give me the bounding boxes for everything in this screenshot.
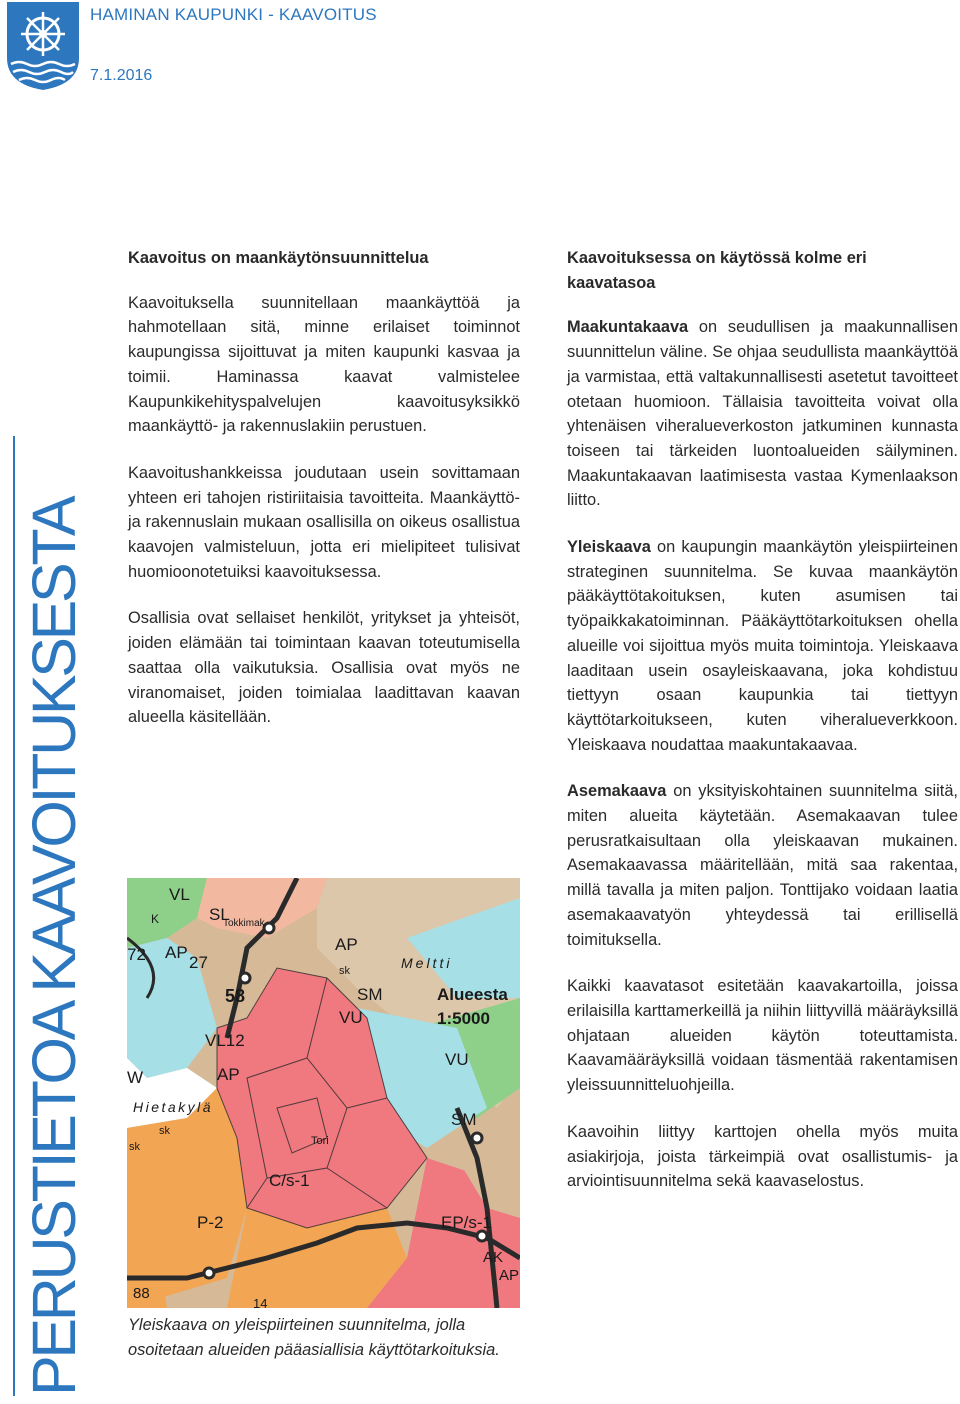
map-label-ap-2: AP bbox=[335, 935, 358, 954]
map-label-sk-2: sk bbox=[159, 1125, 170, 1137]
maakuntakaava-text: on seudullisen ja maakunnallisen suunnittelun väline. Se ohjaa seudullista maankäyttöä ja varmistaa, että valtakunnallisesti asetetut tavoitteet otetaan huomioon. Tällaisia tavoitteita voivat olla yhtenäisen viheralueverkoston jatkuminen kunnasta toiseen tai tärkeiden luontoalueiden säilyminen. Maakuntakaavan laatimisesta vastaa Kymenlaakson liitto. bbox=[567, 318, 958, 510]
map-label-14: 14 bbox=[253, 1296, 268, 1308]
left-heading: Kaavoitus on maankäytönsuunnittelua bbox=[128, 249, 429, 267]
map-label-ap-1: AP bbox=[165, 943, 188, 962]
map-label-tokkimak: Tokkimak bbox=[223, 918, 265, 929]
map-label-ap-3: AP bbox=[217, 1065, 240, 1084]
map-label-p2: P-2 bbox=[197, 1213, 224, 1232]
map-label-sm-1: SM bbox=[357, 985, 383, 1004]
map-label-k: K bbox=[151, 912, 160, 926]
right-heading: Kaavoituksessa on käytössä kolme eri kaavatasoa bbox=[567, 249, 867, 292]
publication-date: 7.1.2016 bbox=[90, 67, 153, 84]
asemakaava-text: on yksityiskohtainen suunnitelma siitä, miten alueita käytetään. Asemakaavan tulee perusratkaisultaan olla yleiskaavan mukainen. Asemakaavassa määritellään, mitä saa rakentaa, millä tavalla ja miten paljon. Tonttijako voidaan laatia asemakaavatyön yhteydessä tai erillisellä toimituksella. bbox=[567, 782, 958, 949]
map-label-sk-1: sk bbox=[339, 965, 350, 977]
map-label-vu-1: VU bbox=[339, 1008, 363, 1027]
left-paragraph-2: Kaavoitushankkeissa joudutaan usein sovittamaan yhteen eri tahojen ristiriitaisia tavoitteita. Maankäyttö- ja rakennuslain mukaan osallisilla on oikeus osallistua kaavojen valmisteluun, jotta eri mielipiteet tulisivat huomioonotetuiksi kaavoituksessa. bbox=[128, 463, 520, 581]
map-label-ak: AK bbox=[483, 1249, 504, 1266]
maakuntakaava-term: Maakuntakaava bbox=[567, 318, 689, 337]
right-paragraph-5: Kaavoihin liittyy karttojen ohella myös muita asiakirjoja, joista tärkeimpiä ovat osallistumis- ja arviointisuunnitelma sekä kaavaselostus. bbox=[567, 1122, 958, 1191]
sidebar-vertical-title: PERUSTIETOA KAAVOITUKSESTA bbox=[20, 498, 88, 1396]
organization-title: HAMINAN KAUPUNKI - KAAVOITUS bbox=[90, 5, 377, 24]
general-plan-map bbox=[127, 878, 520, 1308]
city-coat-of-arms-logo bbox=[5, 0, 81, 92]
map-label-tori: Tori bbox=[311, 1135, 329, 1147]
asemakaava-term: Asemakaava bbox=[567, 782, 667, 801]
map-label-eps1: EP/s-1 bbox=[441, 1213, 493, 1232]
yleiskaava-term: Yleiskaava bbox=[567, 538, 651, 557]
map-label-meltti: Meltti bbox=[401, 955, 453, 971]
map-caption: Yleiskaava on yleispiirteinen suunnitelma, jolla osoitetaan alueiden pääasiallisia käyttötarkoituksia. bbox=[128, 1316, 500, 1359]
left-paragraph-3: Osallisia ovat sellaiset henkilöt, yritykset ja yhteisöt, joiden elämään tai toimintaan kaavan toteutumisella saattaa olla vaikutuksia. Osallisia ovat myös ne viranomaiset, joiden toimialaa laadittavan kaavan alueella käsitellään. bbox=[128, 609, 520, 727]
map-label-alueesta: Alueesta bbox=[437, 985, 508, 1004]
left-column bbox=[128, 246, 520, 752]
map-label-hietakyla: Hietakylä bbox=[133, 1099, 214, 1115]
sidebar-rule bbox=[13, 436, 15, 1396]
map-label-vl12: VL12 bbox=[205, 1031, 245, 1050]
map-label-88: 88 bbox=[133, 1285, 150, 1302]
yleiskaava-text: on kaupungin maankäytön yleispiirteinen strateginen suunnitelma. Se kuvaa maankäytön pääkäyttötakoituksen, kuten asumisen tai työpaikkakatoiminnan. Pääkäyttötarkoituksen ohella alueille voi sijoittua myös muita toimintoja. Yleiskaava laaditaan usein osayleiskaavana, joka kohdistuu tiettyyn osaan kaupunkia tai tiettyyn käyttötarkoitukseen, kuten viheralueverkkoon. Yleiskaava noudattaa maakuntakaavaa. bbox=[567, 538, 958, 754]
left-paragraph-1: Kaavoituksella suunnitellaan maankäyttöä ja hahmotellaan sitä, minne erilaiset toiminnot kaupungissa sijoittuvat ja miten kaupunki kasvaa ja toimii. Haminassa kaavat valmistelee Kaupunkikehityspalvelujen kaavoitusyksikkö maankäyttö- ja rakennuslakiin perustuen. bbox=[128, 293, 520, 436]
map-label-ap-4: AP bbox=[499, 1267, 520, 1284]
map-label-vu-2: VU bbox=[445, 1050, 469, 1069]
right-column bbox=[567, 246, 958, 1216]
map-label-sm-2: SM bbox=[451, 1110, 477, 1129]
map-label-sl: SL bbox=[209, 905, 230, 924]
map-label-58: 58 bbox=[225, 986, 246, 1006]
map-label-w: W bbox=[127, 1068, 144, 1087]
map-label-vl: VL bbox=[169, 885, 190, 904]
asemakaava-paragraph bbox=[567, 779, 958, 952]
map-label-cs1: C/s-1 bbox=[269, 1171, 310, 1190]
map-label-scale: 1:5000 bbox=[437, 1009, 490, 1028]
map-label-72: 72 bbox=[127, 945, 146, 964]
map-label-27: 27 bbox=[189, 953, 208, 972]
maakuntakaava-paragraph bbox=[567, 315, 958, 513]
right-paragraph-4: Kaikki kaavatasot esitetään kaavakartoilla, joissa erilaisilla karttamerkeillä ja niihin liittyvillä määräyksillä ohjataan alueiden käytön toteuttamista. Kaavamääräyksillä voidaan täsmentää rakentamisen yleissuunnitteluohjeilla. bbox=[567, 977, 958, 1095]
map-label-sk-3: sk bbox=[129, 1141, 140, 1153]
yleiskaava-paragraph bbox=[567, 535, 958, 757]
